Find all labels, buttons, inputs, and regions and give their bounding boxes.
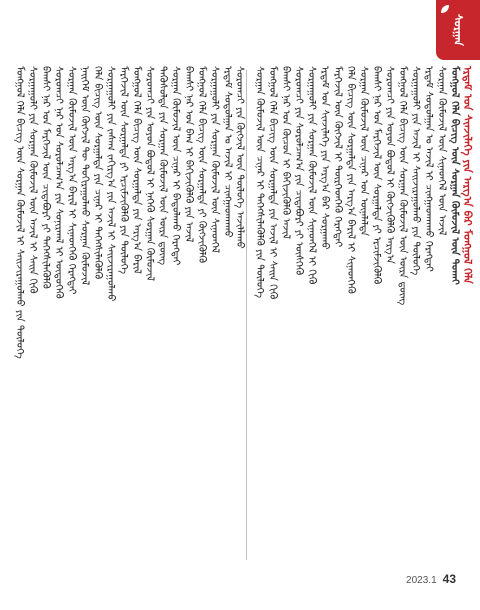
text-column: ᠰᠤᠷᠤᠭᠴᠢ ᠶᠢᠨ ᠬᠥᠭᠵᠢᠯ ᠦᠨ ᠲᠥᠯᠥᠭᠡ ᠠᠵᠢᠯᠯᠠᠬᠤ [234,66,245,249]
section-badge-label: ᠰᠤᠷᠭᠠᠨ [451,14,465,46]
text-column: ᠰᠤᠷᠭᠠᠨ ᠬᠦᠮᠦᠵᠢᠯ ᠦᠨ ᠠᠷᠭ᠎ᠠ ᠪᠠᠷᠢᠯ ᠢ ᠰᠢᠨᠡᠳᠬᠡᠬᠦ ᠬᠡᠷᠡᠭᠲᠡᠢ [66,66,77,295]
text-column: ᠪᠠᠭᠰᠢ ᠨᠠᠷ ᠤᠨ ᠪᠠᠭ ᠢ ᠪᠡᠬᠢᠵᠢᠭᠦᠯᠬᠦ ᠶᠢᠨ ᠠᠵᠢᠯ [183,66,194,243]
text-column: ᠰᠤᠷᠭᠠᠭᠤᠯᠢ ᠶᠢᠨ ᠠᠵᠢᠯ ᠢ ᠰᠠᠢᠵᠢᠷᠠᠭᠤᠯᠬᠤ ᠶᠢᠨ ᠲᠥᠯᠥᠭᠡ [410,66,421,276]
page-number: 43 [442,572,456,586]
text-column: ᠡᠷᠳᠡᠮ ᠰᠤᠳᠤᠯᠭᠠᠨ ᠤ ᠠᠵᠢᠯ ᠢ ᠴᠢᠩᠭᠠᠳᠬᠠᠬᠤ [222,66,233,238]
article-title: ᠡᠷᠳᠡᠮ ᠤᠨ ᠰᠢᠨᠵᠢᠯᠡᠭᠡ ᠶᠢᠨ ᠠᠷᠭ᠎ᠠ ᠪᠠᠷ ᠮᠣᠩᠭᠣᠯ ᠬᠡᠯᠡ [461,66,474,284]
text-column: ᠪᠠᠭᠰᠢ ᠨᠠᠷ ᠤᠨ ᠮᠡᠷᠭᠡᠵᠢᠯ ᠦᠨ ᠴᠢᠳᠠᠪᠤᠷᠢ ᠶᠢ ᠳᠡᠭᠡᠭᠰᠢᠯᠡᠭᠦᠯᠬᠦ [40,66,51,289]
text-column: ᠰᠤᠷᠭᠠᠭᠤᠯᠢ ᠶᠢᠨ ᠵᠠᠰᠠᠭ ᠵᠠᠬᠢᠷᠭ᠎ᠠ ᠶᠢᠨ ᠠᠵᠢᠯ ᠢ ᠰᠠᠢᠵᠢᠷᠠᠭᠤᠯᠬᠤ [105,66,116,302]
text-column: ᠮᠡᠷᠭᠡᠵᠢᠯ ᠦᠨ ᠬᠥᠭᠵᠢᠯ ᠢ ᠲᠦᠷᠭᠡᠳᠬᠡᠬᠦ ᠬᠡᠷᠡᠭᠲᠡᠢ [332,66,343,248]
text-column: ᠰᠤᠷᠤᠭᠴᠢ ᠶᠢᠨ ᠣᠶᠤᠨ ᠪᠣᠳᠤᠯ ᠢ ᠬᠥᠭᠵᠢᠭᠦᠯᠬᠦ ᠠᠷᠭ᠎ᠠ [384,66,395,264]
text-column: ᠰᠤᠷᠭᠠᠭᠤᠯᠢ ᠶᠢᠨ ᠰᠤᠷᠭᠠᠨ ᠬᠦᠮᠦᠵᠢᠯ ᠦᠨ ᠰᠢᠨᠡᠳᠬᠡᠯ ᠢ ᠬᠢᠬᠦ [306,66,317,285]
page-footer [406,572,456,586]
text-column: ᠰᠤᠷᠭᠠᠭᠤᠯᠢ ᠶᠢᠨ ᠰᠤᠷᠭᠠᠨ ᠬᠦᠮᠦᠵᠢᠯ ᠦᠨ ᠠᠵᠢᠯ ᠢ ᠰᠠᠢᠨ ᠬᠢᠬᠦ [27,66,38,294]
text-column: ᠮᠣᠩᠭᠣᠯ ᠬᠡᠯᠡ ᠪᠢᠴᠢᠭ ᠦᠨ ᠰᠤᠷᠭᠠᠯᠲᠠ ᠶᠢᠨ ᠠᠷᠭ᠎ᠠ ᠪᠠᠷᠢᠯ [131,66,142,274]
text-column: ᠮᠣᠩᠭᠣᠯ ᠬᠡᠯᠡ ᠪᠢᠴᠢᠭ ᠦᠨ ᠰᠤᠷᠭᠠᠨ ᠬᠦᠮᠦᠵᠢᠯ ᠢ ᠰᠠᠢᠵᠢᠷᠠᠭᠤᠯᠬᠤ ᠶᠢᠨ ᠲᠥᠯᠥᠭᠡ [14,66,25,359]
article-subtitle: ᠮᠣᠩᠭᠣᠯ ᠬᠡᠯᠡ ᠪᠢᠴᠢᠭ ᠦᠨ ᠰᠤᠷᠭᠠᠨ ᠬᠦᠮᠦᠵᠢᠯ ᠦᠨ ᠲᠤᠬᠠᠢ [449,66,460,285]
text-column: ᠮᠣᠩᠭᠣᠯ ᠬᠡᠯᠡ ᠪᠢᠴᠢᠭ ᠦᠨ ᠰᠤᠷᠭᠠᠯᠲᠠ ᠶᠢ ᠬᠥᠭᠵᠢᠭᠦᠯᠬᠦ [196,66,207,263]
text-column: ᠰᠤᠷᠤᠭᠴᠢ ᠶᠢᠨ ᠣᠶᠤᠨ ᠪᠣᠳᠤᠯ ᠢ ᠨᠡᠭᠡᠬᠦ ᠰᠤᠷᠭᠠᠨ ᠬᠦᠮᠦᠵᠢᠯ [144,66,155,281]
text-column: ᠮᠡᠷᠭᠡᠵᠢᠯ ᠦᠨ ᠰᠤᠷᠭᠠᠯᠲᠠ ᠶᠢ ᠡᠷᠴᠢᠮᠵᠢᠭᠦᠯᠬᠦ ᠶᠢᠨ ᠲᠥᠯᠥᠭᠡ [118,66,129,275]
text-column: ᠰᠤᠷᠭᠠᠨ ᠬᠦᠮᠦᠵᠢᠯ ᠦᠨ ᠴᠢᠨᠠᠷ ᠤᠨ ᠦᠨᠡᠯᠡᠯᠲᠡ [358,66,369,237]
leaf-icon [440,4,450,14]
issue-number: 2023.1 [406,575,437,586]
text-column: ᠰᠤᠷᠭᠠᠭᠤᠯᠢ ᠶᠢᠨ ᠰᠤᠷᠭᠠᠨ ᠬᠦᠮᠦᠵᠢᠯ ᠦᠨ ᠰᠢᠨᠡᠳᠬᠡᠯ [209,66,220,253]
text-column: ᠬᠡᠯᠡ ᠪᠢᠴᠢᠭ ᠦᠨ ᠰᠤᠷᠭᠠᠯᠲᠠ ᠶᠢᠨ ᠴᠢᠨᠠᠷ ᠢ ᠳᠡᠭᠡᠭᠰᠢᠯᠡᠭᠦᠯᠬᠦ [92,66,103,280]
text-column: ᠡᠷᠳᠡᠮ ᠤᠨ ᠰᠢᠨᠵᠢᠯᠡᠭᠡ ᠶᠢᠨ ᠠᠷᠭ᠎ᠠ ᠪᠠᠷ ᠰᠤᠷᠭᠠᠬᠤ [319,66,330,250]
text-column: ᠪᠠᠭᠰᠢ ᠨᠠᠷ ᠤᠨ ᠮᠡᠷᠭᠡᠵᠢᠯ ᠦᠨ ᠰᠤᠷᠭᠠᠯᠲᠠ ᠶᠢ ᠡᠷᠴᠢᠮᠵᠢᠭᠦᠯᠬᠦ [371,66,382,285]
text-column: ᠰᠤᠷᠭᠠᠨ ᠬᠦᠮᠦᠵᠢᠯ ᠦᠨ ᠰᠢᠨᠡᠳᠬᠡᠯ ᠦᠨ ᠠᠵᠢᠯ [436,66,447,236]
text-column: ᠨᠡᠢᠭᠡᠮ ᠦᠨ ᠬᠥᠭᠵᠢᠯ ᠲᠦ ᠲᠣᠬᠢᠷᠠᠭᠤᠯᠬᠤ ᠰᠤᠷᠭᠠᠨ ᠬᠦᠮᠦᠵᠢᠯ [79,66,90,286]
text-column: ᠰᠤᠷᠭᠠᠨ ᠬᠦᠮᠦᠵᠢᠯ ᠦᠨ ᠴᠢᠨᠠᠷ ᠢ ᠪᠠᠲᠤᠯᠠᠬᠤ ᠬᠡᠷᠡᠭᠲᠡᠢ [170,66,181,266]
text-column: ᠪᠠᠭᠰᠢ ᠨᠠᠷ ᠤᠨ ᠬᠦᠴᠦᠨ ᠢ ᠪᠡᠬᠢᠵᠢᠭᠦᠯᠬᠦ ᠠᠵᠢᠯ [280,66,291,239]
text-column: ᠰᠤᠷᠤᠭᠴᠢ ᠶᠢᠨ ᠰᠤᠷᠤᠯᠴᠠᠭ᠎ᠠ ᠶᠢᠨ ᠴᠢᠳᠠᠪᠤᠷᠢ ᠶᠢ ᠥᠰᠬᠡᠬᠦ [293,66,304,276]
section-badge [436,0,480,60]
text-column: ᠮᠣᠩᠭᠣᠯ ᠬᠡᠯᠡ ᠪᠢᠴᠢᠭ ᠦᠨ ᠰᠤᠷᠭᠠᠨ ᠬᠦᠮᠦᠵᠢᠯ ᠦᠨ ᠦᠷᠡ ᠳ᠋ᠦᠩ [397,66,408,306]
text-column: ᠮᠣᠩᠭᠣᠯ ᠬᠡᠯᠡ ᠪᠢᠴᠢᠭ ᠦᠨ ᠰᠤᠷᠭᠠᠯᠲᠠ ᠶᠢᠨ ᠠᠵᠢᠯ ᠢ ᠰᠠᠢᠨ ᠬᠢᠬᠦ [267,66,278,300]
text-column: ᠲᠡᠭᠦᠰᠦᠯᠲᠡ ᠶᠢᠨ ᠰᠤᠷᠭᠠᠨ ᠬᠦᠮᠦᠵᠢᠯ ᠦᠨ ᠦᠷᠡ ᠳ᠋ᠦᠩ [157,66,168,266]
text-column: ᠡᠷᠳᠡᠮ ᠰᠤᠳᠤᠯᠭᠠᠨ ᠤ ᠠᠵᠢᠯ ᠢ ᠴᠢᠩᠭᠠᠳᠬᠠᠬᠤ ᠬᠡᠷᠡᠭᠲᠡᠢ [423,66,434,272]
text-column: ᠬᠡᠯᠡ ᠪᠢᠴᠢᠭ ᠦᠨ ᠰᠤᠷᠭᠠᠯᠲᠠ ᠶᠢᠨ ᠠᠷᠭ᠎ᠠ ᠪᠠᠷᠢᠯ ᠢ ᠰᠢᠨᠡᠳᠬᠡᠬᠦ [345,66,356,294]
text-column: ᠰᠤᠷᠭᠠᠨ ᠬᠦᠮᠦᠵᠢᠯ ᠦᠨ ᠴᠢᠨᠠᠷ ᠢ ᠳᠡᠭᠡᠭᠰᠢᠯᠡᠭᠦᠯᠬᠦ ᠶᠢᠨ ᠲᠥᠯᠥᠭᠡ [254,66,265,298]
text-column: ᠰᠤᠷᠤᠭᠴᠢ ᠨᠠᠷ ᠤᠨ ᠰᠤᠷᠤᠯᠴᠠᠭ᠎ᠠ ᠶᠢᠨ ᠰᠣᠨᠢᠷᠬᠠᠯ ᠢ ᠥᠳᠦᠭᠡᠬᠦ [53,66,64,299]
column-divider [246,70,247,560]
